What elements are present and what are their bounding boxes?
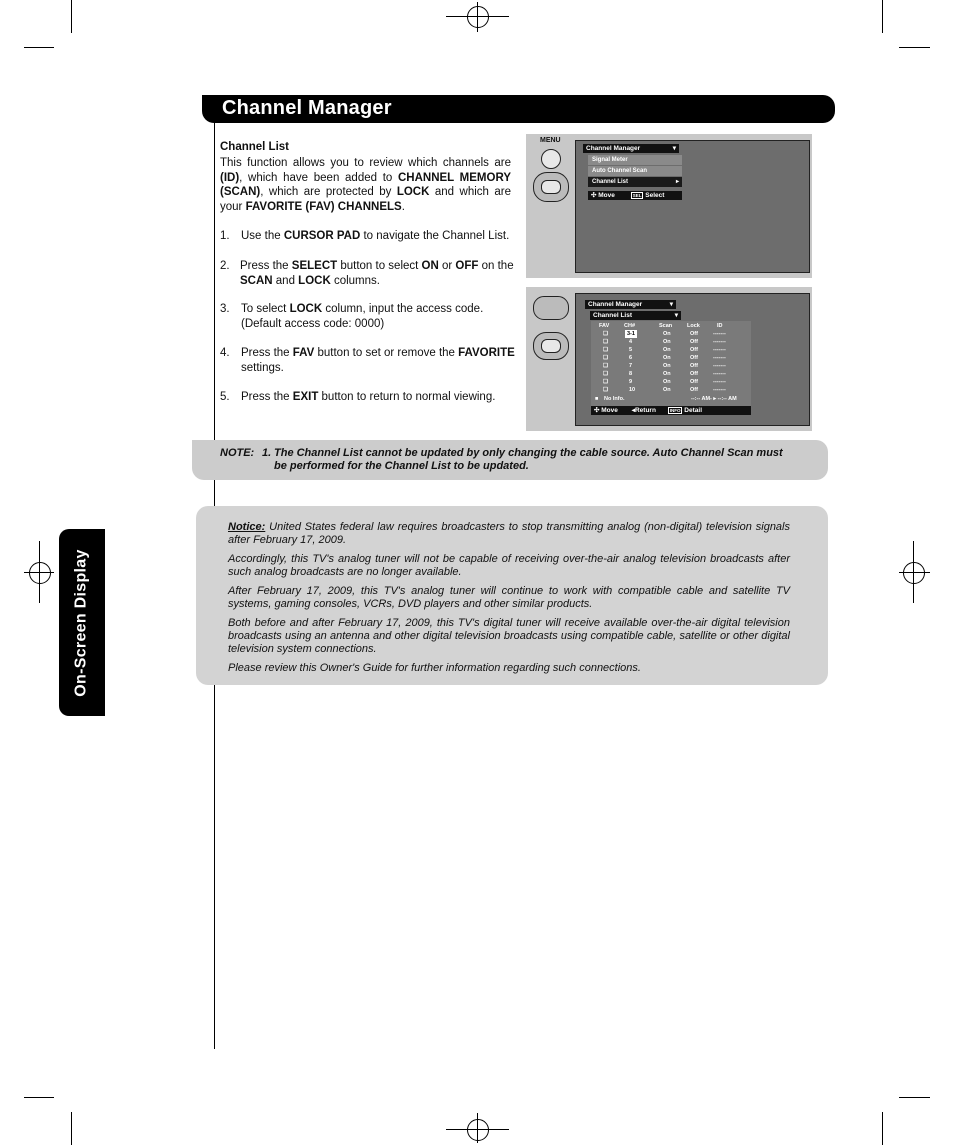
- channel-cell-id: -------: [713, 387, 726, 393]
- osd-item-label: Signal Meter: [592, 157, 628, 163]
- channel-cell-fav: ❑: [603, 347, 608, 353]
- channel-cell-ch: 10: [629, 387, 636, 393]
- intro-text: , which are protected by: [260, 186, 397, 199]
- channel-cell-scan: On: [663, 339, 671, 345]
- note-number: 1.: [262, 447, 272, 459]
- channel-cell-lock: Off: [690, 371, 698, 377]
- footer-detail-label: Detail: [684, 407, 702, 414]
- crop-mark: [71, 0, 72, 33]
- time-range: --:-- AM- ▸ --:-- AM: [691, 396, 737, 402]
- step-text: [241, 346, 521, 375]
- step-text: [241, 302, 521, 331]
- step-keyword: FAV: [292, 347, 315, 359]
- crop-mark: [899, 47, 930, 48]
- channel-cell-fav: ❑: [603, 331, 608, 337]
- channel-cell-scan: On: [663, 331, 671, 337]
- channel-cell-ch: 9: [629, 379, 633, 385]
- step-text-part: to navigate the Channel List.: [360, 230, 510, 242]
- osd-menu-title: [583, 144, 679, 153]
- channel-cell-fav: ❑: [603, 363, 608, 369]
- osd-footer: [588, 191, 682, 200]
- registration-mark: [467, 1119, 489, 1141]
- step-keyword: CURSOR PAD: [283, 230, 361, 242]
- step-number: 1.: [220, 230, 230, 242]
- channel-cell-lock: Off: [690, 379, 698, 385]
- step-text-part: Use the: [241, 230, 284, 242]
- step-item: [220, 259, 520, 291]
- channel-cell-scan: On: [663, 371, 671, 377]
- crop-mark: [24, 1097, 54, 1098]
- channel-cell-id: -------: [713, 347, 726, 353]
- crop-mark: [882, 0, 883, 33]
- info-square-icon: ■: [595, 396, 599, 402]
- channel-cell-id: -------: [713, 379, 726, 385]
- step-text-part: column, input the access code.: [322, 303, 484, 315]
- section-heading: Channel List: [220, 141, 290, 153]
- return-arrow-icon: ◂: [631, 407, 635, 414]
- channel-cell-ch: 5: [629, 347, 633, 353]
- channel-cell-lock: Off: [690, 363, 698, 369]
- step-keyword: LOCK: [298, 274, 331, 287]
- step-text-part: Press the: [240, 260, 292, 272]
- osd-item-auto-channel-scan[interactable]: [588, 166, 682, 176]
- step-text-part: settings.: [241, 361, 284, 374]
- step-text-part: button to set or remove the: [314, 347, 459, 359]
- step-keyword: EXIT: [292, 391, 319, 403]
- fav-button-icon: [533, 296, 569, 320]
- intro-lock: LOCK: [396, 186, 430, 199]
- channel-cell-scan: On: [663, 387, 671, 393]
- step-text-part: To select: [241, 303, 290, 315]
- menu-button-icon: [541, 149, 561, 169]
- channel-cell-scan: On: [663, 363, 671, 369]
- osd-item-label: Auto Channel Scan: [592, 168, 648, 174]
- osd-item-label: Channel List: [592, 179, 629, 185]
- channel-cell-lock: Off: [690, 331, 698, 337]
- osd-menu-title-text: Channel Manager: [588, 301, 643, 308]
- dropdown-arrow-icon: ▾: [669, 301, 673, 308]
- note-line-2: be performed for the Channel List to be updated.: [274, 460, 529, 472]
- dropdown-arrow-icon: ▾: [674, 312, 678, 319]
- step-item: [220, 346, 520, 378]
- step-number: 5.: [220, 391, 230, 403]
- notice-paragraph: [228, 521, 790, 547]
- intro-channel-memory: CHANNEL MEMORY (SCAN): [220, 171, 512, 199]
- col-ch: CH#: [624, 323, 636, 329]
- step-keyword: OFF: [455, 260, 479, 272]
- osd-menu-title-text: Channel Manager: [586, 145, 641, 152]
- intro-favorite: FAVORITE (FAV) CHANNELS: [245, 200, 402, 213]
- note-label: NOTE:: [220, 447, 255, 459]
- channel-cell-id: -------: [713, 331, 726, 337]
- registration-mark: [903, 562, 925, 584]
- osd-item-signal-meter[interactable]: [588, 155, 682, 165]
- notice-paragraph: Please review this Owner's Guide for further information regarding such connections.: [228, 662, 641, 674]
- col-lock: Lock: [687, 323, 700, 329]
- step-text-part: columns.: [330, 274, 380, 287]
- channel-cell-ch: 3-1: [627, 331, 635, 337]
- move-arrows-icon: ✣: [594, 407, 600, 414]
- menu-button-label: MENU: [540, 137, 561, 144]
- dropdown-arrow-icon: ▾: [672, 145, 676, 152]
- channel-row[interactable]: [591, 378, 751, 386]
- channel-cell-ch: 8: [629, 371, 633, 377]
- intro-text: , which have been added to: [239, 171, 398, 184]
- channel-cell-id: -------: [713, 339, 726, 345]
- step-number: 4.: [220, 347, 230, 359]
- channel-cell-fav: ❑: [603, 387, 608, 393]
- step-number: 3.: [220, 303, 230, 315]
- step-number: 2.: [220, 260, 230, 272]
- channel-cell-lock: Off: [690, 387, 698, 393]
- chevron-right-icon: ▸: [675, 179, 679, 185]
- side-tab-label-wrap: [59, 529, 105, 716]
- osd-submenu-title-text: Channel List: [593, 312, 633, 319]
- osd-submenu-title: [590, 311, 681, 320]
- channel-row[interactable]: [591, 354, 751, 362]
- step-item: [220, 390, 520, 406]
- step-text-part: or: [438, 260, 456, 272]
- step-text-part: on the: [478, 260, 514, 272]
- channel-cell-id: -------: [713, 371, 726, 377]
- crop-mark: [899, 1097, 930, 1098]
- intro-text: This function allows you to review which channels are: [220, 157, 511, 169]
- footer-return-label: Return: [634, 407, 656, 414]
- col-scan: Scan: [659, 323, 673, 329]
- no-info-text: No Info.: [604, 396, 625, 402]
- channel-cell-lock: Off: [690, 355, 698, 361]
- step-text-part: Press the: [241, 347, 293, 359]
- osd-menu-title: [585, 300, 676, 309]
- step-text-part: and: [272, 274, 299, 287]
- move-arrows-icon: ✣: [591, 192, 597, 199]
- channel-row[interactable]: [591, 386, 751, 394]
- step-item: [220, 229, 520, 245]
- channel-row[interactable]: [591, 370, 751, 378]
- notice-paragraph: Accordingly, this TV's analog tuner will not be capable of receiving over-the-air analog television broadcasts after such analog broadcasts are no longer available.: [228, 553, 790, 578]
- channel-cell-scan: On: [663, 347, 671, 353]
- step-keyword: LOCK: [289, 303, 323, 315]
- col-fav: FAV: [599, 323, 610, 329]
- footer-move-label: Move: [598, 192, 615, 199]
- channel-cell-fav: ❑: [603, 339, 608, 345]
- channel-cell-id: -------: [713, 355, 726, 361]
- channel-cell-scan: On: [663, 355, 671, 361]
- step-text-part: Press the: [241, 391, 293, 403]
- channel-cell-ch: 4: [629, 339, 633, 345]
- channel-cell-lock: Off: [690, 347, 698, 353]
- step-keyword: FAVORITE: [458, 347, 515, 359]
- crop-mark: [24, 47, 54, 48]
- col-id: ID: [717, 323, 723, 329]
- select-button-icon: [541, 339, 561, 353]
- channel-cell-fav: ❑: [603, 379, 608, 385]
- info-key-icon: INFO: [669, 408, 681, 413]
- step-text: [241, 229, 521, 244]
- channel-row[interactable]: [591, 330, 751, 338]
- channel-grid-header: [591, 322, 751, 330]
- step-keyword: SELECT: [291, 260, 338, 272]
- channel-cell-lock: Off: [690, 339, 698, 345]
- select-button-icon: [541, 180, 561, 194]
- crop-mark: [882, 1112, 883, 1145]
- step-text-part: button to return to normal viewing.: [318, 391, 496, 403]
- side-tab-label: On-Screen Display: [73, 548, 90, 697]
- channel-cell-id: -------: [713, 363, 726, 369]
- step-text-part: (Default access code: 0000): [241, 317, 385, 330]
- step-keyword: ON: [421, 260, 439, 272]
- note-line-1: The Channel List cannot be updated by only changing the cable source. Auto Channel Scan must: [274, 447, 783, 459]
- intro-paragraph: [220, 156, 511, 214]
- channel-cell-scan: On: [663, 379, 671, 385]
- registration-mark: [29, 562, 51, 584]
- no-info-row: [591, 395, 751, 403]
- intro-id: (ID): [220, 171, 240, 184]
- page-title: Channel Manager: [222, 97, 392, 119]
- intro-text: and which are your: [220, 186, 511, 213]
- registration-mark: [467, 6, 489, 28]
- channel-grid: [591, 321, 751, 406]
- channel-cell-ch: 6: [629, 355, 633, 361]
- step-text-part: button to select: [337, 260, 422, 272]
- notice-paragraph: Both before and after February 17, 2009, this TV's digital tuner will receive available over-the-air digital television broadcasts using an antenna and other digital television broadcasts using compatible cable, satellite or other digital television system connections.: [228, 617, 790, 655]
- channel-cell-ch: 7: [629, 363, 633, 369]
- channel-row[interactable]: [591, 362, 751, 370]
- footer-select-label: Select: [645, 192, 665, 199]
- notice-paragraph: After February 17, 2009, this TV's analog tuner will continue to work with compatible cable and satellite TV systems, gaming consoles, VCRs, DVD players and other similar products.: [228, 585, 790, 610]
- step-text: [241, 390, 521, 405]
- intro-text: .: [401, 200, 405, 213]
- sel-key-icon: SEL: [632, 193, 642, 198]
- notice-label: Notice:: [228, 521, 266, 533]
- step-item: [220, 302, 520, 334]
- osd-footer: [591, 406, 751, 415]
- osd-item-channel-list[interactable]: [588, 177, 682, 187]
- crop-mark: [71, 1112, 72, 1145]
- footer-move-label: Move: [601, 407, 618, 414]
- channel-cell-fav: ❑: [603, 355, 608, 361]
- channel-row[interactable]: [591, 338, 751, 346]
- step-keyword: SCAN: [240, 274, 273, 287]
- step-text: [240, 259, 520, 288]
- notice-text: United States federal law requires broadcasters to stop transmitting analog (non-digital) television signals after February 17, 2009.: [228, 521, 790, 546]
- channel-cell-fav: ❑: [603, 371, 608, 377]
- channel-row[interactable]: [591, 346, 751, 354]
